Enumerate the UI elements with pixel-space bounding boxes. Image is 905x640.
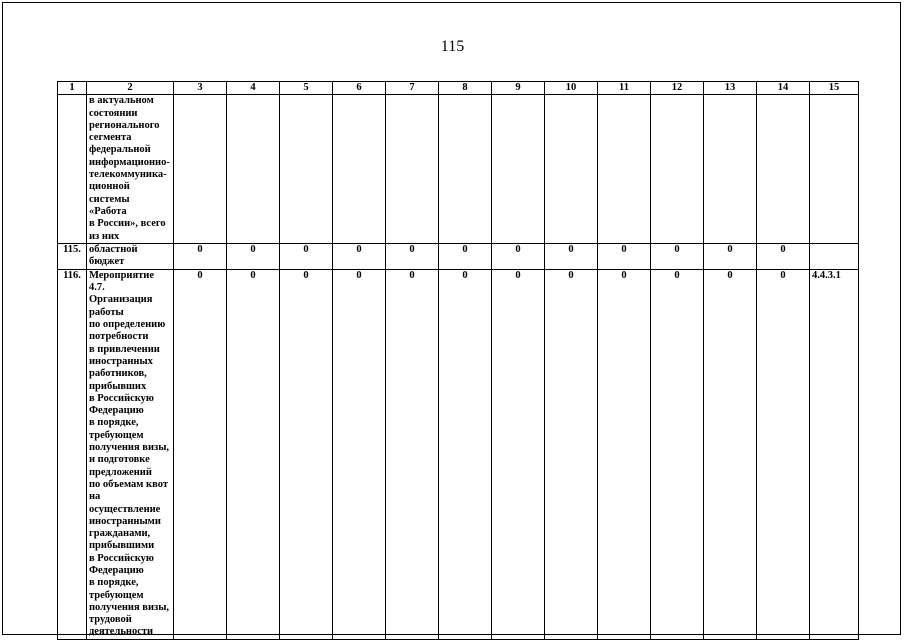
header-cell: 1 — [58, 82, 87, 95]
value-cell — [439, 95, 492, 244]
value-cell: 0 — [333, 243, 386, 269]
value-cell: 0 — [280, 269, 333, 639]
value-cell: 0 — [704, 243, 757, 269]
code-cell — [810, 95, 859, 244]
value-cell: 0 — [492, 269, 545, 639]
value-cell — [492, 95, 545, 244]
row-description: Мероприятие 4.7. Организация работы по определению потребности в привлечении иностранных работников, прибывших в Российскую Федерацию в порядке, требующем получения визы, и подготовке предложений по объемам квот на осуществление иностранными гражданами, прибывшими в Российскую Федерацию в порядке, требующем получения визы, трудовой деятельности — [87, 269, 174, 639]
value-cell: 0 — [757, 243, 810, 269]
value-cell: 0 — [598, 243, 651, 269]
value-cell: 0 — [439, 243, 492, 269]
value-cell — [386, 95, 439, 244]
value-cell: 0 — [227, 243, 280, 269]
header-cell: 5 — [280, 82, 333, 95]
value-cell: 0 — [174, 269, 227, 639]
header-cell: 11 — [598, 82, 651, 95]
header-cell: 9 — [492, 82, 545, 95]
value-cell — [227, 95, 280, 244]
value-cell: 0 — [704, 269, 757, 639]
value-cell: 0 — [757, 269, 810, 639]
value-cell — [598, 95, 651, 244]
header-cell: 4 — [227, 82, 280, 95]
value-cell: 0 — [439, 269, 492, 639]
row-number: 115. — [58, 243, 87, 269]
value-cell: 0 — [227, 269, 280, 639]
value-cell: 0 — [386, 269, 439, 639]
table-row — [58, 243, 859, 269]
row-description: областной бюджет — [87, 243, 174, 269]
value-cell: 0 — [492, 243, 545, 269]
header-cell: 10 — [545, 82, 598, 95]
header-cell: 8 — [439, 82, 492, 95]
row-number: 116. — [58, 269, 87, 639]
value-cell: 0 — [651, 269, 704, 639]
row-description: в актуальном состоянии регионального сегмента федеральной информационно- телекоммуника- ционной системы «Работа в России», всего из них — [87, 95, 174, 244]
value-cell: 0 — [651, 243, 704, 269]
header-cell: 7 — [386, 82, 439, 95]
value-cell — [280, 95, 333, 244]
header-row — [58, 82, 859, 95]
value-cell: 0 — [174, 243, 227, 269]
row-number — [58, 95, 87, 244]
header-cell: 13 — [704, 82, 757, 95]
table-row — [58, 269, 859, 639]
value-cell — [704, 95, 757, 244]
value-cell: 0 — [333, 269, 386, 639]
data-table — [57, 81, 859, 640]
code-cell — [810, 243, 859, 269]
header-cell: 3 — [174, 82, 227, 95]
page-number: 115 — [440, 38, 465, 55]
value-cell — [333, 95, 386, 244]
header-cell: 6 — [333, 82, 386, 95]
value-cell — [545, 95, 598, 244]
code-cell: 4.4.3.1 — [810, 269, 859, 639]
table-row — [58, 95, 859, 244]
value-cell: 0 — [545, 243, 598, 269]
header-cell: 12 — [651, 82, 704, 95]
value-cell: 0 — [545, 269, 598, 639]
value-cell — [174, 95, 227, 244]
value-cell: 0 — [386, 243, 439, 269]
header-cell: 15 — [810, 82, 859, 95]
value-cell: 0 — [598, 269, 651, 639]
header-cell: 2 — [87, 82, 174, 95]
header-cell: 14 — [757, 82, 810, 95]
value-cell: 0 — [280, 243, 333, 269]
value-cell — [651, 95, 704, 244]
value-cell — [757, 95, 810, 244]
